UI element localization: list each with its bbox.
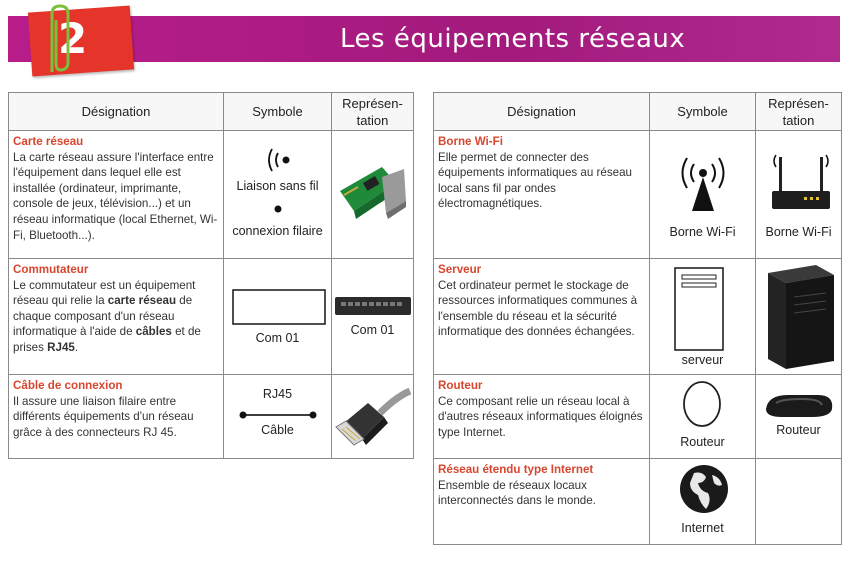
row-cable-symbol [224,375,332,459]
row-routeur-symbol [650,375,756,459]
cable-symbol-icon [238,409,318,421]
row-commutateur-designation: Commutateur Le commutateur est un équipement réseau qui relie la carte réseau de chaque composant d'un réseau informatique à l'aide de câbles et de prises RJ45. [9,259,224,375]
paperclip-icon [38,2,84,80]
col-header-representation: Représen- tation [756,93,842,131]
row-title: Borne Wi-Fi [438,135,503,148]
symbol-label-routeur: Routeur [680,435,725,449]
row-commutateur-symbol [224,259,332,375]
row-title: Serveur [438,263,482,276]
row-title: Commutateur [13,263,89,276]
row-internet-symbol [650,459,756,545]
row-title: Câble de connexion [13,379,123,392]
wifi-access-point-icon [768,151,834,215]
symbol-label-wired: connexion filaire [232,224,323,238]
row-serveur-symbol [650,259,756,375]
page-title: Les équipements réseaux [340,24,686,54]
right-table [433,92,842,545]
symbol-label-switch: Com 01 [255,331,300,345]
wireless-signal-icon [258,145,298,175]
row-title: Réseau étendu type Internet [438,463,594,476]
row-borne-wifi-designation [434,131,650,259]
row-carte-reseau-representation [332,131,414,259]
col-header-symbole: Symbole [650,93,756,131]
row-internet-representation [756,459,842,545]
row-description: La carte réseau assure l'interface entre l'équipement dans lequel elle est installée (ordinateur, imprimante, console de jeux, télévision...) et un réseau informatique (local Ethernet, Wi-Fi, Bluetooth...). [13,150,218,242]
row-description: Ensemble de réseaux locaux interconnectés dans le monde. [438,478,596,508]
row-description: Elle permet de connecter des équipements informatiques au réseau local sans fil par ondes électromagnétiques. [438,150,632,211]
row-description: Cet ordinateur permet le stockage de ressources informatiques communes à l'ensemble du réseau et la sécurité informatique des données échangées. [438,278,638,339]
rep-label-routeur: Routeur [776,423,821,437]
wired-dot-icon [273,204,283,214]
col-header-representation: Représen- tation [332,93,414,131]
left-table [8,92,414,459]
switch-symbol-icon [232,289,326,325]
col-header-designation: Désignation [9,93,224,131]
row-borne-wifi-representation [756,131,842,259]
rep-label-switch: Com 01 [350,323,395,337]
router-symbol-icon [681,379,723,429]
symbol-label-internet: Internet [681,521,724,535]
row-title: Routeur [438,379,483,392]
row-serveur-representation [756,259,842,375]
row-cable-representation [332,375,414,459]
row-serveur-designation [434,259,650,375]
row-description: Il assure une liaison filaire entre différents équipements d'un réseau grâce à des connecteurs RJ 45. [13,394,194,439]
row-borne-wifi-symbol [650,131,756,259]
row-description: Ce composant relie un réseau local à d'autres réseaux informatiques éloignés type Internet. [438,394,643,439]
wifi-antenna-symbol-icon [674,155,732,213]
row-carte-reseau-symbol [224,131,332,259]
row-internet-designation [434,459,650,545]
server-tower-icon [764,263,836,371]
network-card-icon [338,161,408,227]
server-symbol-icon [674,267,724,351]
col-header-designation: Désignation [434,93,650,131]
switch-device-icon [335,295,411,319]
router-device-icon [762,391,836,421]
row-title: Carte réseau [13,135,84,148]
row-commutateur-representation [332,259,414,375]
globe-icon [678,463,730,515]
symbol-label-rj45: RJ45 [262,387,293,401]
symbol-label-cable: Câble [261,423,294,437]
section-number: 2 [58,14,88,63]
symbol-label-serveur: serveur [681,353,724,367]
symbol-label-wireless: Liaison sans fil [236,179,319,193]
symbol-label-borne-wifi: Borne Wi-Fi [669,225,736,239]
row-routeur-designation [434,375,650,459]
col-header-symbole: Symbole [224,93,332,131]
row-routeur-representation [756,375,842,459]
row-carte-reseau-designation [9,131,224,259]
row-cable-designation [9,375,224,459]
rep-label-borne-wifi: Borne Wi-Fi [765,225,832,239]
rj45-connector-icon [334,383,412,447]
